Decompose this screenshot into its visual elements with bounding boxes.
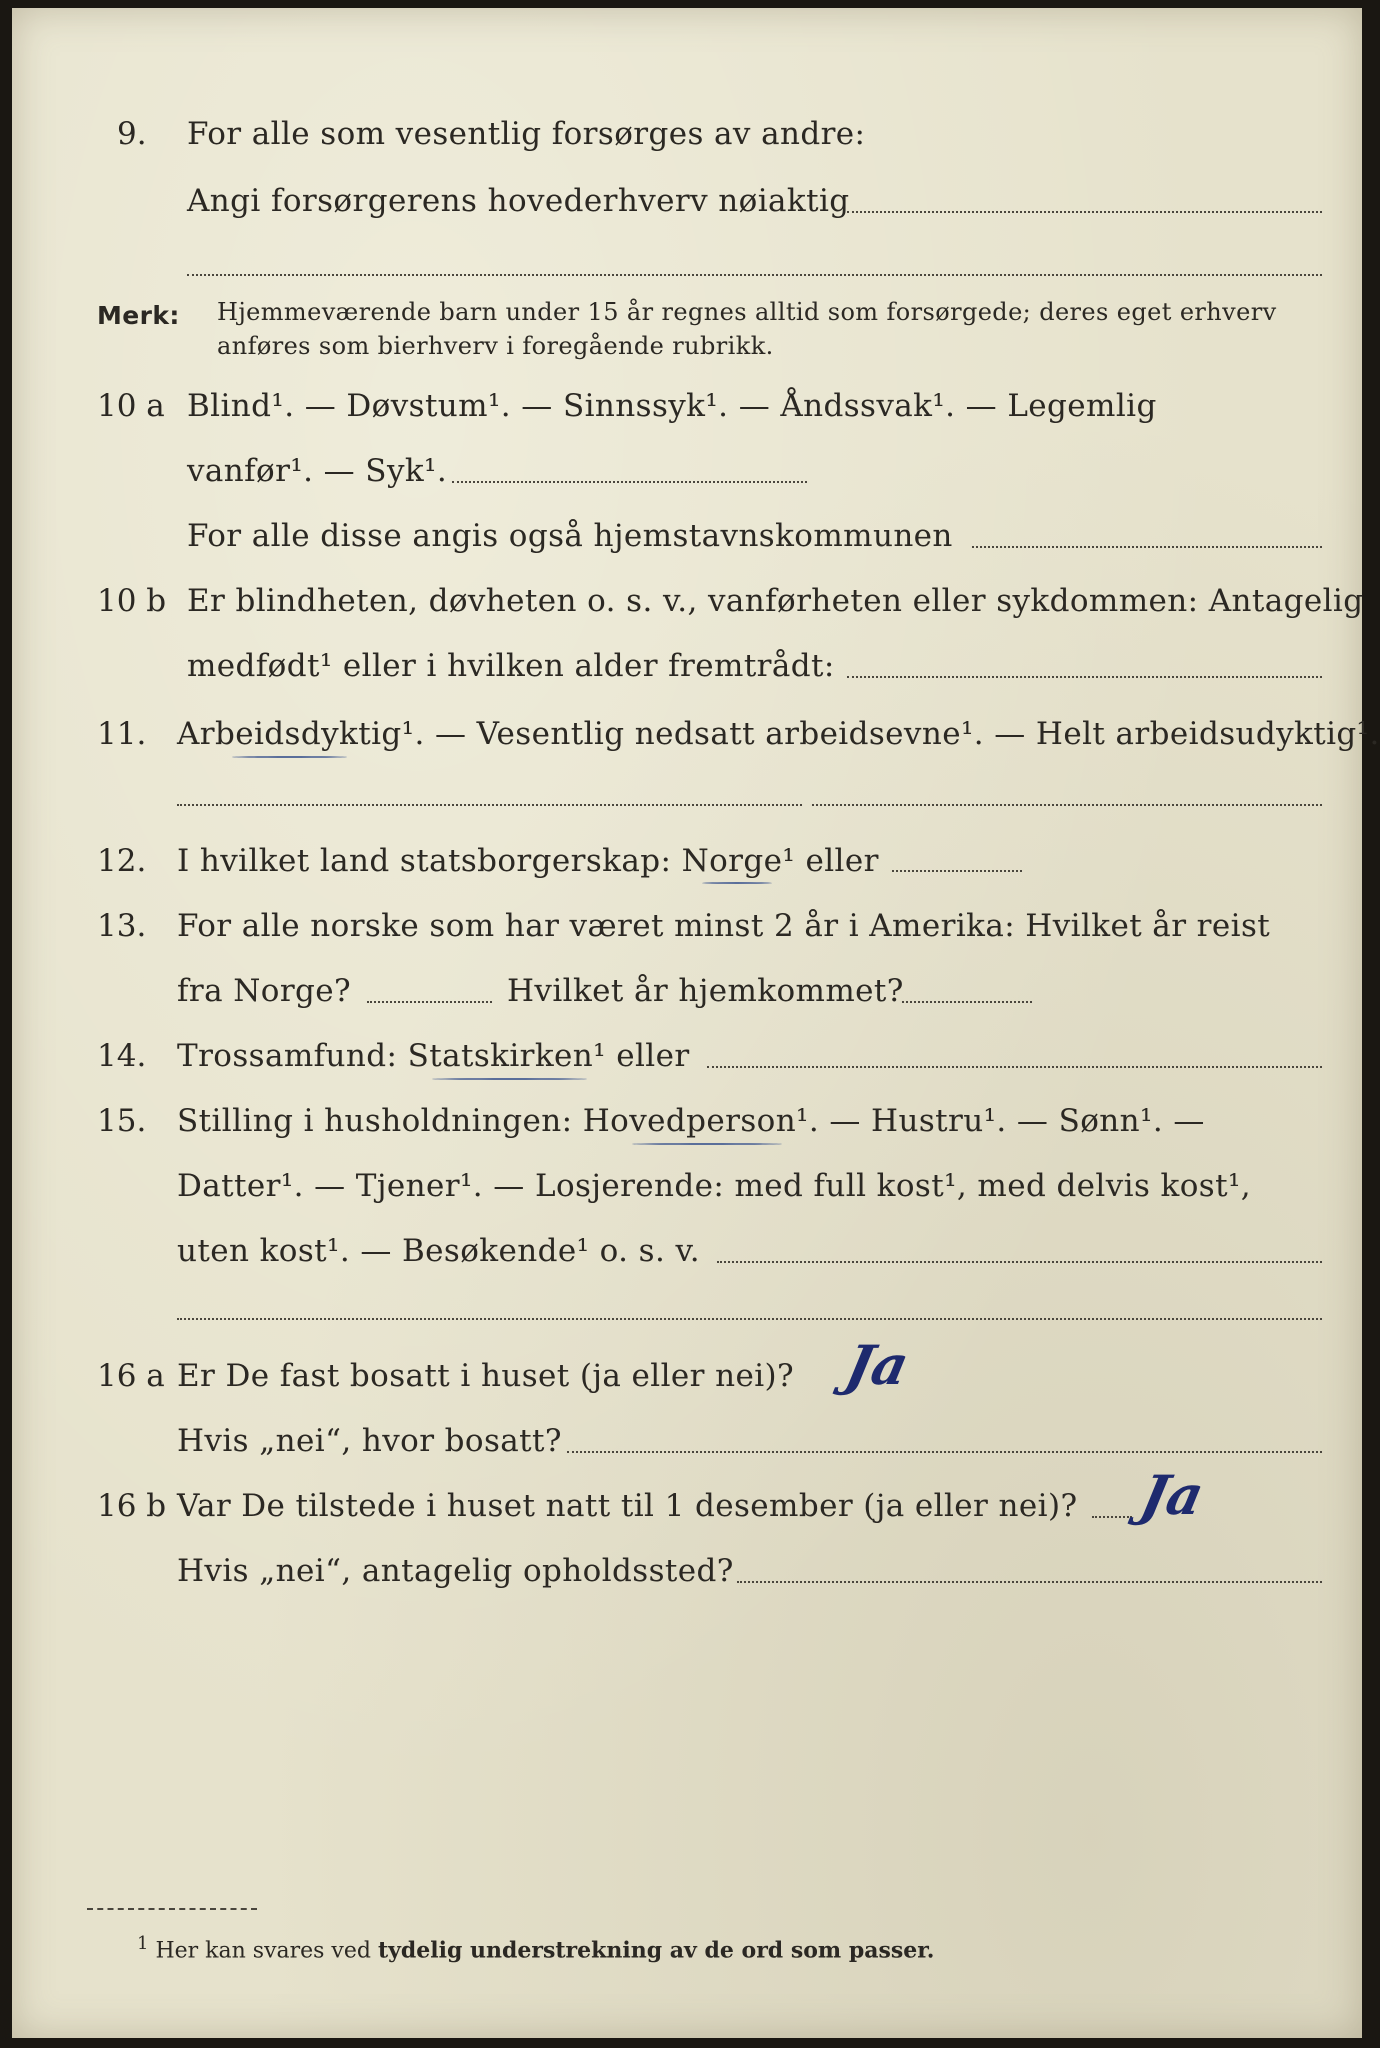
q16a-question: Er De fast bosatt i huset (ja eller nei)? <box>177 1358 795 1394</box>
q16a-residence-label: Hvis „nei“, hvor bosatt? <box>177 1423 562 1459</box>
q16b-whereabouts-label: Hvis „nei“, antagelig opholdssted? <box>177 1553 734 1589</box>
footnote-mark: 1 <box>137 1933 149 1954</box>
footnote-rule <box>87 1908 257 1910</box>
census-form-page <box>12 8 1380 2038</box>
q15-options-line-1: Stilling i husholdningen: Hovedperson¹. — Hustru¹. — Sønn¹. — <box>177 1103 1205 1139</box>
q15-answer-line-1[interactable] <box>717 1261 1322 1263</box>
q9-provider-occupation-label: Angi forsørgerens hovederhverv nøiaktig <box>187 183 850 219</box>
q16b-whereabouts-line[interactable] <box>737 1581 1322 1583</box>
q11-answer-line-a[interactable] <box>177 804 802 806</box>
q13-left-norway-label: fra Norge? <box>177 973 352 1009</box>
q10b-question-line-2: medfødt¹ eller i hvilken alder fremtrådt: <box>187 648 835 684</box>
q10a-options-line-2: vanfør¹. — Syk¹. <box>187 453 448 489</box>
q15-options-line-3: uten kost¹. — Besøkende¹ o. s. v. <box>177 1233 700 1269</box>
q12-number: 12. <box>97 843 147 879</box>
q15-number: 15. <box>97 1103 147 1139</box>
q12-underline-mark <box>702 882 772 884</box>
q14-question: Trossamfund: Statskirken¹ eller <box>177 1038 690 1074</box>
q10a-home-municipality-label: For alle disse angis også hjemstavnskommunen <box>187 518 953 554</box>
q15-underline-mark <box>632 1143 782 1145</box>
q9-question: For alle som vesentlig forsørges av andre: <box>187 116 866 152</box>
q11-number: 11. <box>97 716 147 752</box>
q9-answer-line-2[interactable] <box>187 274 1322 276</box>
q16b-question: Var De tilstede i huset natt til 1 desember (ja eller nei)? <box>177 1488 1078 1524</box>
q11-answer-line-b[interactable] <box>812 804 1322 806</box>
q9-number: 9. <box>117 116 147 152</box>
q16a-handwritten-answer: Ja <box>840 1333 915 1397</box>
q16a-number: 16 a <box>97 1358 165 1394</box>
q16b-number: 16 b <box>97 1488 167 1524</box>
q10b-number: 10 b <box>97 583 167 619</box>
q16b-handwritten-answer: Ja <box>1135 1463 1210 1527</box>
q13-question-line-1: For alle norske som har været minst 2 år i Amerika: Hvilket år reist <box>177 908 1271 944</box>
q10a-sick-answer-line[interactable] <box>452 481 807 483</box>
q12-answer-line[interactable] <box>892 870 1022 872</box>
footnote <box>137 1933 934 1963</box>
footnote-bold-text: tydelig understrekning av de ord som passer. <box>377 1937 935 1964</box>
merk-label: Merk: <box>97 301 180 330</box>
merk-note-line-2: anføres som bierhverv i foregående rubrikk. <box>217 332 774 360</box>
q13-left-norway-line[interactable] <box>367 1001 492 1003</box>
q10b-question-line-1: Er blindheten, døvheten o. s. v., vanførheten eller sykdommen: Antagelig <box>187 583 1364 619</box>
q16b-answer-line[interactable] <box>1092 1516 1132 1518</box>
q14-underline-mark <box>432 1078 587 1080</box>
footnote-text: Her kan svares ved <box>155 1938 371 1964</box>
q10b-answer-line[interactable] <box>847 676 1322 678</box>
q9-answer-line-1[interactable] <box>847 211 1322 213</box>
q10a-number: 10 a <box>97 388 165 424</box>
q13-returned-label: Hvilket år hjemkommet? <box>507 973 904 1009</box>
q14-answer-line[interactable] <box>707 1066 1322 1068</box>
q15-answer-line-2[interactable] <box>177 1318 1322 1320</box>
merk-note-line-1: Hjemmeværende barn under 15 år regnes alltid som forsørgede; deres eget erhverv <box>217 298 1277 326</box>
q13-number: 13. <box>97 908 147 944</box>
q15-options-line-2: Datter¹. — Tjener¹. — Losjerende: med full kost¹, med delvis kost¹, <box>177 1168 1252 1204</box>
q12-question: I hvilket land statsborgerskap: Norge¹ eller <box>177 843 879 879</box>
q10a-options-line-1: Blind¹. — Døvstum¹. — Sinnssyk¹. — Åndssvak¹. — Legemlig <box>187 388 1157 424</box>
q13-returned-line[interactable] <box>902 1001 1032 1003</box>
q11-underline-mark <box>232 756 347 758</box>
q10a-home-municipality-line[interactable] <box>972 546 1322 548</box>
q14-number: 14. <box>97 1038 147 1074</box>
q11-options: Arbeidsdyktig¹. — Vesentlig nedsatt arbeidsevne¹. — Helt arbeidsudyktig¹. <box>177 716 1380 752</box>
q16a-residence-line[interactable] <box>567 1451 1322 1453</box>
